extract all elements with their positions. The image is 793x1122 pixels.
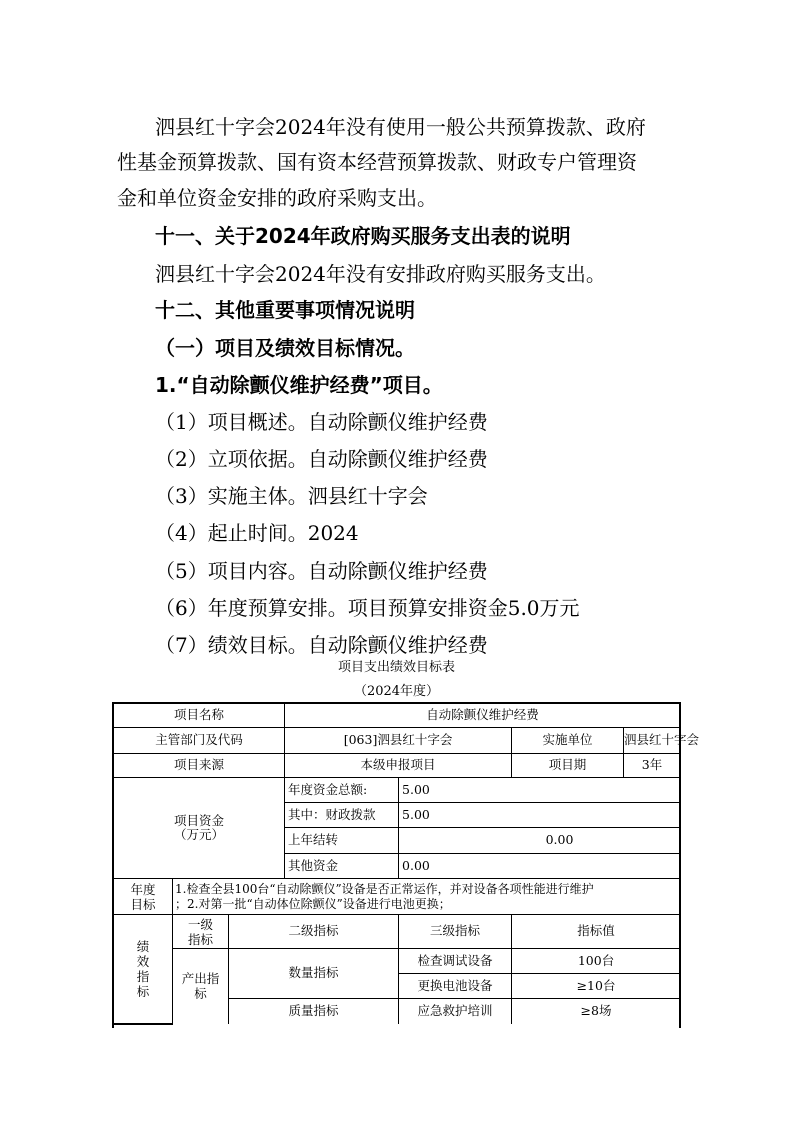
fund-label-cell [114, 778, 285, 879]
table-left-border [112, 703, 114, 1028]
source-value: 本级申报项目 [285, 754, 512, 778]
fund-other-label: 其他资金 [285, 854, 399, 879]
dept-label: 主管部门及代码 [114, 728, 285, 754]
project-name-label: 项目名称 [114, 704, 285, 728]
sub-item: （1）项目概述。自动除颤仪维护经费 [155, 410, 488, 434]
table-top-border [112, 702, 681, 704]
indicator-name: 更换电池设备 [399, 974, 512, 999]
perf-label-char: 标 [136, 983, 150, 999]
fund-fin-value: 5.00 [399, 803, 681, 828]
table-caption: 项目支出绩效目标表 [337, 660, 455, 675]
output-label-2: 标 [194, 986, 207, 1002]
fund-other-value: 0.00 [399, 854, 681, 879]
fund-carry-value: 0.00 [399, 828, 681, 854]
sub-item: （7）绩效目标。自动除颤仪维护经费 [155, 633, 488, 657]
goal-label-1: 年度 [130, 881, 156, 897]
level1-header-1: 一级 [187, 916, 213, 932]
subsection-heading: （一）项目及绩效目标情况。 [155, 336, 415, 360]
section-heading: 十一、关于2024年政府购买服务支出表的说明 [155, 224, 571, 248]
goal-label-cell [114, 879, 173, 915]
indicator-name: 检查调试设备 [399, 949, 512, 974]
section-heading: 十二、其他重要事项情况说明 [155, 298, 415, 322]
period-label: 项目期 [512, 754, 624, 778]
dept-value: [063]泗县红十字会 [285, 728, 512, 754]
sub-item: （4）起止时间。2024 [155, 521, 359, 545]
perf-label-char: 指 [136, 968, 150, 984]
fund-fin-label: 其中：财政拨款 [285, 803, 399, 828]
source-label: 项目来源 [114, 754, 285, 778]
project-name-value: 自动除颤仪维护经费 [285, 704, 681, 728]
output-indicator-cell [173, 949, 229, 1024]
level2-header: 二级指标 [229, 915, 399, 949]
period-value: 3年 [624, 754, 681, 778]
level1-header-2: 指标 [187, 931, 213, 947]
performance-table [113, 703, 700, 1025]
output-label-1: 产出指 [181, 971, 220, 987]
indicator-value: 100台 [512, 949, 681, 974]
fund-carry-label: 上年结转 [285, 828, 399, 854]
indicator-value: ≥10台 [512, 974, 681, 999]
sub-item: （2）立项依据。自动除颤仪维护经费 [155, 447, 488, 471]
sub-item: （6）年度预算安排。项目预算安排资金5.0万元 [155, 596, 580, 620]
goal-label-2: 目标 [130, 896, 156, 912]
paragraph-line: 泗县红十字会2024年没有使用一般公共预算拨款、政府 [155, 115, 646, 139]
indicator-name: 应急救护培训 [399, 999, 512, 1024]
paragraph-line: 金和单位资金安排的政府采购支出。 [117, 186, 437, 210]
quality-indicator: 质量指标 [229, 999, 399, 1024]
item-heading: 1.“自动除颤仪维护经费”项目。 [155, 373, 443, 397]
perf-label-cell [114, 915, 173, 1024]
table-year: （2024年度） [353, 684, 440, 699]
perf-label-char: 绩 [136, 938, 150, 954]
fund-label: 项目资金 [174, 812, 225, 828]
level3-header: 三级指标 [399, 915, 512, 949]
annual-goal [173, 879, 681, 915]
paragraph-line: 性基金预算拨款、国有资本经营预算拨款、财政专户管理资 [117, 150, 637, 174]
table-right-border [679, 703, 681, 1028]
sub-item: （3）实施主体。泗县红十字会 [155, 484, 428, 508]
level1-header [173, 915, 229, 949]
quantity-indicator: 数量指标 [229, 949, 399, 999]
impl-value: 泗县红十字会 [624, 728, 681, 754]
sub-item: （5）项目内容。自动除颤仪维护经费 [155, 559, 488, 583]
fund-unit: （万元） [174, 827, 225, 842]
paragraph-line: 泗县红十字会2024年没有安排政府购买服务支出。 [155, 262, 606, 286]
impl-label: 实施单位 [512, 728, 624, 754]
goal-line: ；2.对第一批“自动体位除颤仪”设备进行电池更换； [175, 896, 451, 911]
value-header: 指标值 [512, 915, 681, 949]
indicator-value: ≥8场 [512, 999, 681, 1024]
fund-total-value: 5.00 [399, 778, 681, 803]
fund-total-label: 年度资金总额: [285, 778, 399, 803]
goal-line: 1.检查全县100台“自动除颤仪”设备是否正常运作，并对设备各项性能进行维护 [175, 881, 594, 896]
perf-label-char: 效 [136, 953, 150, 969]
